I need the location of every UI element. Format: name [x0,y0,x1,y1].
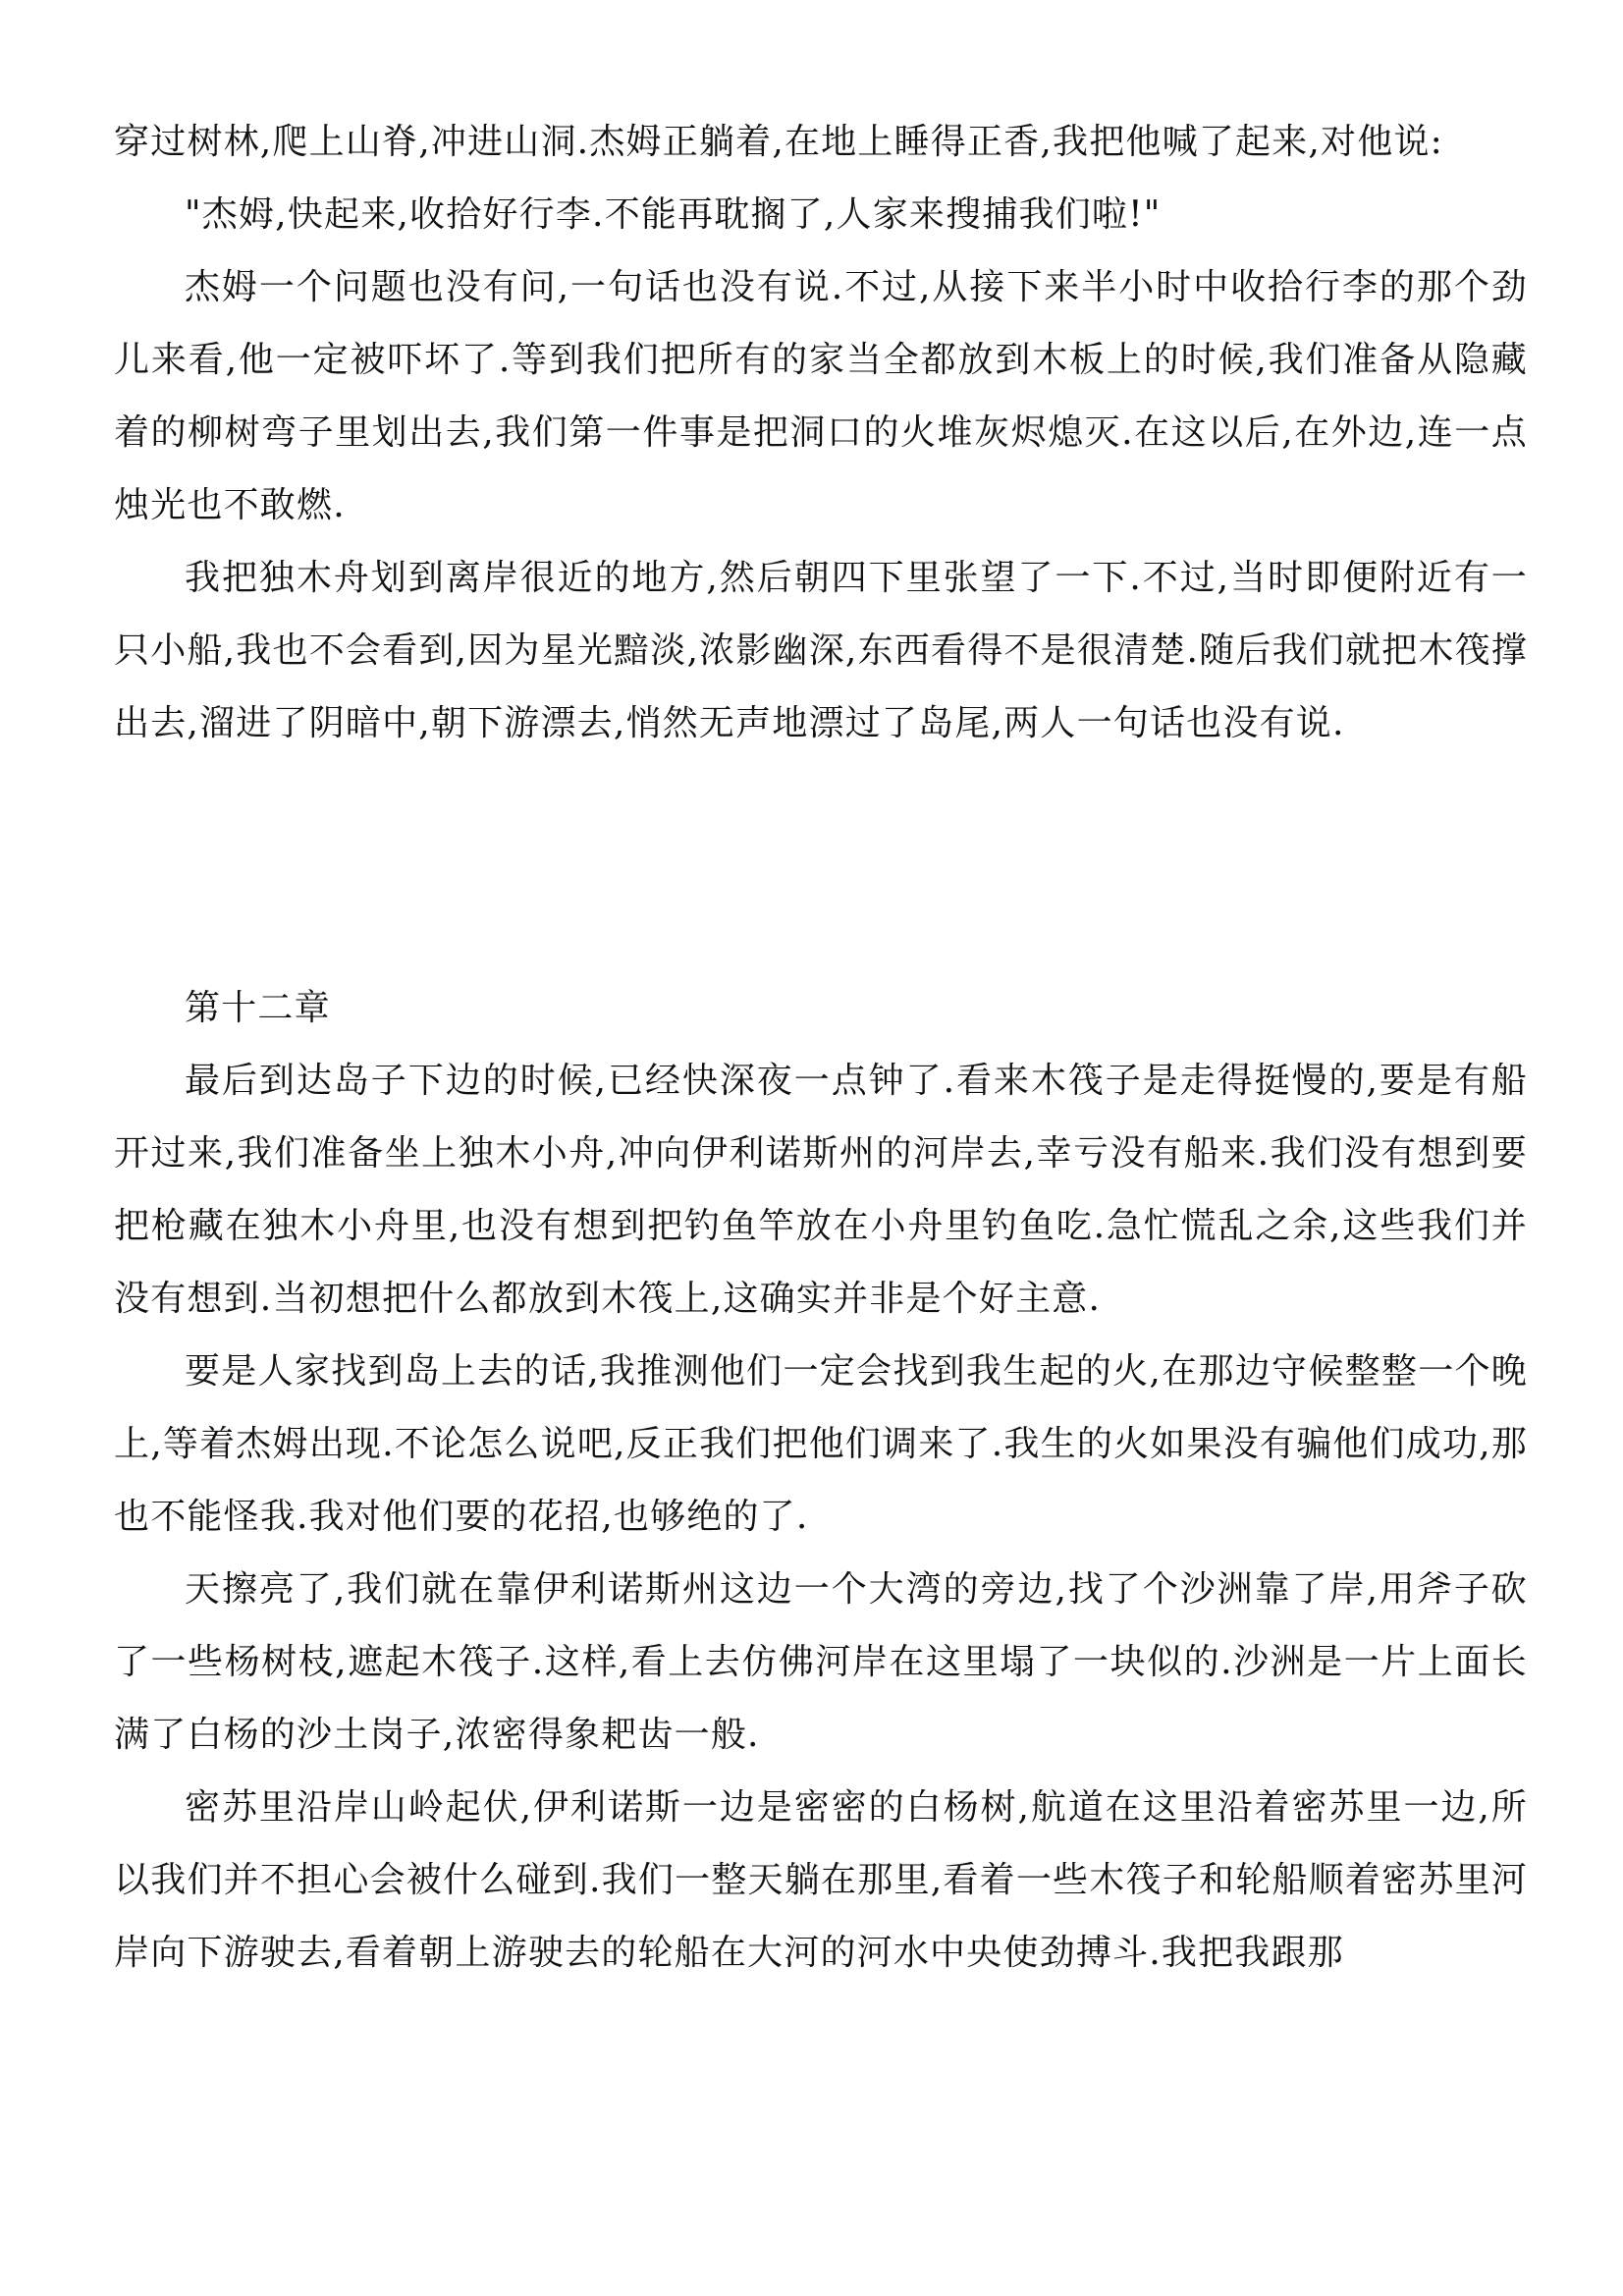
paragraph: 密苏里沿岸山岭起伏,伊利诺斯一边是密密的白杨树,航道在这里沿着密苏里一边,所以我们并不担心会被什么碰到.我们一整天躺在那里,看着一些木筏子和轮船顺着密苏里河岸向下游驶去,看着朝上游驶去的轮船在大河的河水中央使劲搏斗.我把我跟那 [114,1787,1528,1973]
paragraph-continuation: 穿过树林,爬上山脊,冲进山洞.杰姆正躺着,在地上睡得正香,我把他喊了起来,对他说: [114,122,1443,162]
paragraph: 天擦亮了,我们就在靠伊利诺斯州这边一个大湾的旁边,找了个沙洲靠了岸,用斧子砍了一些杨树枝,遮起木筏子.这样,看上去仿佛河岸在这里塌了一块似的.沙洲是一片上面长满了白杨的沙土岗子,浓密得象耙齿一般. [114,1569,1528,1755]
chapter-title: 第十二章 [185,988,331,1028]
paragraph: 最后到达岛子下边的时候,已经快深夜一点钟了.看来木筏子是走得挺慢的,要是有船开过来,我们准备坐上独木小舟,冲向伊利诺斯州的河岸去,幸亏没有船来.我们没有想到要把枪藏在独木小舟里,也没有想到把钓鱼竿放在小舟里钓鱼吃.急忙慌乱之余,这些我们并没有想到.当初想把什么都放到木筏上,这确实并非是个好主意. [114,1061,1528,1319]
paragraph: 要是人家找到岛上去的话,我推测他们一定会找到我生起的火,在那边守候整整一个晚上,等着杰姆出现.不论怎么说吧,反正我们把他们调来了.我生的火如果没有骗他们成功,那也不能怪我.我对他们要的花招,也够绝的了. [114,1351,1528,1537]
chapter-section [114,972,1528,1990]
section-before-chapter [114,106,1528,760]
paragraph-dialogue: "杰姆,快起来,收拾好行李.不能再耽搁了,人家来搜捕我们啦!" [185,194,1162,235]
paragraph: 我把独木舟划到离岸很近的地方,然后朝四下里张望了一下.不过,当时即便附近有一只小船,我也不会看到,因为星光黯淡,浓影幽深,东西看得不是很清楚.随后我们就把木筏撑出去,溜进了阴暗中,朝下游漂去,悄然无声地漂过了岛尾,两人一句话也没有说. [114,558,1528,743]
paragraph: 杰姆一个问题也没有问,一句话也没有说.不过,从接下来半小时中收拾行李的那个劲儿来看,他一定被吓坏了.等到我们把所有的家当全都放到木板上的时候,我们准备从隐藏着的柳树弯子里划出去,我们第一件事是把洞口的火堆灰烬熄灭.在这以后,在外边,连一点烛光也不敢燃. [114,267,1528,525]
